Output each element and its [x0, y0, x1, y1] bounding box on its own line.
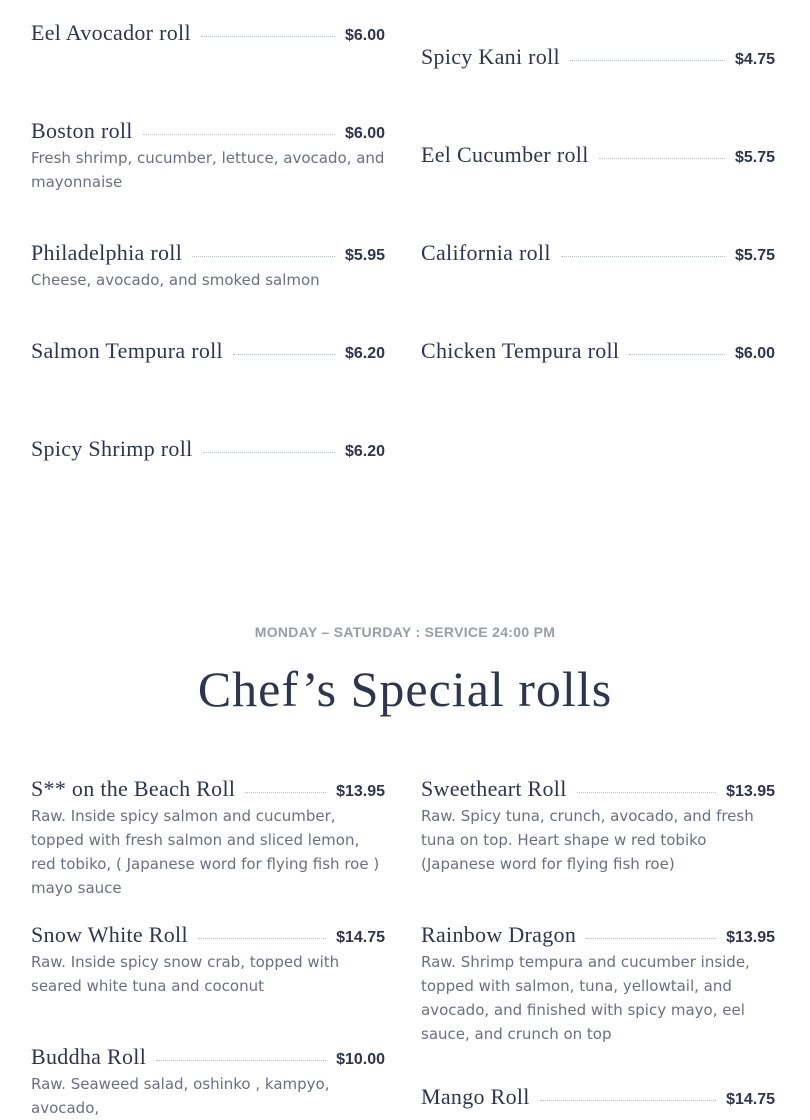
item-name: S** on the Beach Roll: [31, 776, 236, 801]
menu-item-spicy-kani-roll: [421, 44, 775, 70]
item-price: $10.00: [336, 1051, 385, 1068]
item-name: Boston roll: [31, 118, 133, 143]
item-price: $5.75: [734, 247, 775, 264]
item-price: $13.95: [726, 929, 775, 946]
dotted-leader: [192, 256, 335, 257]
menu-item-philadelphia-roll: [31, 240, 385, 292]
menu-item-eel-cucumber-roll: [421, 142, 775, 168]
menu-item-spicy-shrimp-roll: [31, 436, 385, 462]
menu-item-snow-white-roll: [31, 922, 385, 998]
dotted-leader: [233, 354, 335, 355]
menu-item-eel-avocador-roll: [31, 20, 385, 46]
item-price: $14.75: [726, 1091, 775, 1108]
item-name: Spicy Kani roll: [421, 44, 560, 69]
item-name: Eel Avocador roll: [31, 20, 191, 45]
dotted-leader: [143, 134, 335, 135]
item-name: Spicy Shrimp roll: [31, 436, 193, 461]
item-name: Salmon Tempura roll: [31, 338, 223, 363]
dotted-leader: [156, 1060, 326, 1061]
item-price: $5.95: [344, 247, 385, 264]
item-description: Raw. Inside spicy snow crab, topped with seared white tuna and coconut: [31, 953, 340, 995]
menu-item-sweetheart-roll: [421, 776, 775, 876]
dotted-leader: [245, 792, 326, 793]
dotted-leader: [577, 792, 716, 793]
dotted-leader: [201, 36, 335, 37]
menu-item-california-roll: [421, 240, 775, 266]
dotted-leader: [586, 938, 716, 939]
menu-item-chicken-tempura-roll: [421, 338, 775, 364]
dotted-leader: [570, 60, 725, 61]
item-price: $6.20: [344, 443, 385, 460]
service-hours: MONDAY – SATURDAY : SERVICE 24:00 PM: [254, 624, 556, 640]
item-price: $13.95: [336, 783, 385, 800]
dotted-leader: [540, 1100, 716, 1101]
item-description: Raw. Inside spicy salmon and cucumber, topped with fresh salmon and sliced lemon, red tobiko, ( Japanese word for flying fish roe ) mayo sauce: [31, 807, 380, 897]
item-name: Chicken Tempura roll: [421, 338, 620, 363]
item-price: $6.00: [734, 345, 775, 362]
menu-item-s-on-the-beach-roll: [31, 776, 385, 900]
menu-item-rainbow-dragon: [421, 922, 775, 1046]
dotted-leader: [203, 452, 335, 453]
item-price: $6.00: [344, 27, 385, 44]
item-description: Raw. Shrimp tempura and cucumber inside, topped with salmon, tuna, yellowtail, and avocado, and finished with spicy mayo, eel sauce, and crunch on top: [421, 953, 750, 1043]
item-price: $5.75: [734, 149, 775, 166]
item-price: $14.75: [336, 929, 385, 946]
dotted-leader: [629, 354, 725, 355]
item-name: Buddha Roll: [31, 1044, 147, 1069]
item-description: Fresh shrimp, cucumber, lettuce, avocado, and mayonnaise: [31, 149, 385, 191]
section-title: Chef’s Special rolls: [197, 661, 613, 717]
item-price: $4.75: [734, 51, 775, 68]
item-name: Sweetheart Roll: [421, 776, 567, 801]
dotted-leader: [198, 938, 326, 939]
item-name: Philadelphia roll: [31, 240, 183, 265]
item-price: $13.95: [726, 783, 775, 800]
menu-item-salmon-tempura-roll: [31, 338, 385, 364]
item-description: Raw. Spicy tuna, crunch, avocado, and fresh tuna on top. Heart shape w red tobiko (Japanese word for flying fish roe): [421, 807, 754, 873]
dotted-leader: [599, 158, 725, 159]
dotted-leader: [561, 256, 725, 257]
item-name: Snow White Roll: [31, 922, 188, 947]
menu-item-boston-roll: [31, 118, 385, 194]
item-description: Raw. Seaweed salad, oshinko , kampyo, avocado,: [31, 1075, 330, 1117]
item-name: Eel Cucumber roll: [421, 142, 589, 167]
menu-item-mango-roll: [421, 1084, 775, 1110]
item-price: $6.00: [344, 125, 385, 142]
item-name: Rainbow Dragon: [421, 922, 577, 947]
menu-item-buddha-roll: [31, 1044, 385, 1120]
item-name: California roll: [421, 240, 551, 265]
item-price: $6.20: [344, 345, 385, 362]
item-name: Mango Roll: [421, 1084, 530, 1109]
item-description: Cheese, avocado, and smoked salmon: [31, 271, 320, 289]
